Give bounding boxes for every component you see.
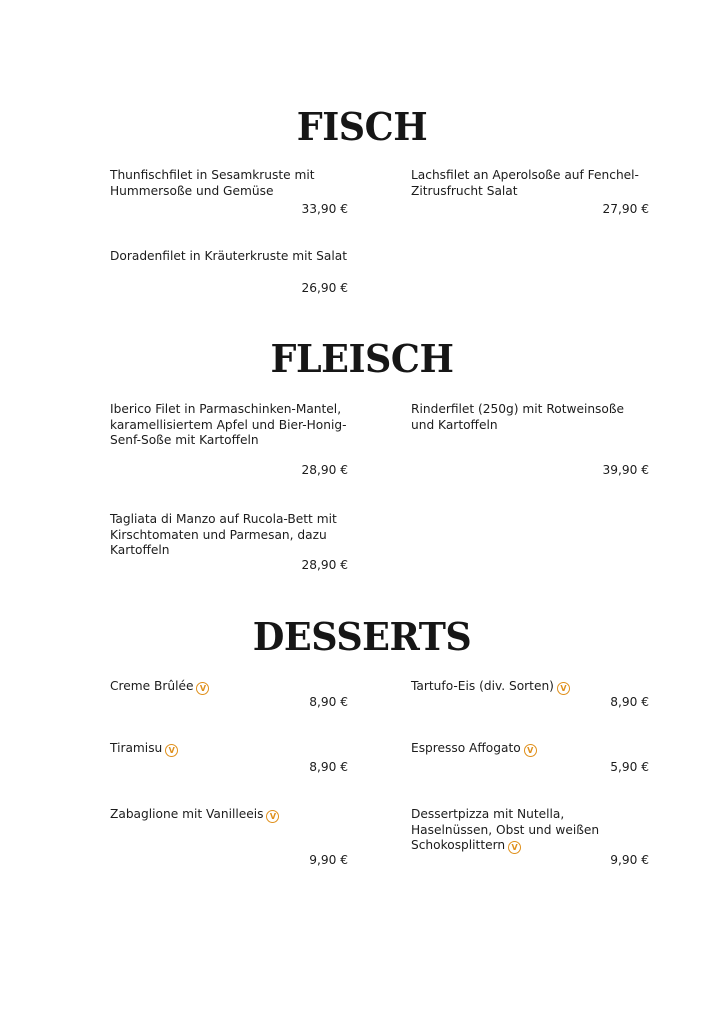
menu-item [411, 168, 649, 216]
menu-item [110, 402, 348, 477]
menu-item [110, 741, 348, 774]
menu-item [411, 741, 649, 774]
vegetarian-icon: V [165, 744, 178, 757]
vegetarian-icon: V [557, 682, 570, 695]
menu-item-name: Tiramisu [110, 741, 163, 755]
menu-item [110, 168, 348, 216]
menu-item [110, 679, 348, 709]
menu-item-name: Lachsfilet an Aperolsoße auf Fenchel-Zitrusfrucht Salat [411, 168, 639, 198]
section-title-fleisch: FLEISCH [270, 336, 454, 381]
menu-item-price: 33,90 € [301, 202, 348, 216]
menu-item [411, 402, 649, 477]
menu-item [110, 807, 348, 867]
menu-item-name: Dessertpizza mit Nutella, Haselnüssen, Obst und weißen Schokosplittern [411, 807, 600, 852]
menu-item-name: Rinderfilet (250g) mit Rotweinsoße und Kartoffeln [411, 402, 625, 432]
menu-item [110, 249, 348, 295]
menu-item [110, 512, 348, 572]
menu-item-name: Zabaglione mit Vanilleeis [110, 807, 264, 821]
section-title-fisch: FISCH [296, 104, 428, 149]
menu-item-price: 9,90 € [610, 853, 649, 867]
vegetarian-icon: V [196, 682, 209, 695]
menu-item-price: 28,90 € [301, 558, 348, 572]
menu-item-price: 39,90 € [602, 463, 649, 477]
menu-item-price: 9,90 € [309, 853, 348, 867]
section-title-desserts: DESSERTS [252, 614, 472, 659]
menu-item-price: 8,90 € [309, 760, 348, 774]
menu-item-name: Iberico Filet in Parmaschinken-Mantel, karamellisiertem Apfel und Bier-Honig-Senf-Soße mit Kartoffeln [110, 402, 347, 447]
menu-item-price: 26,90 € [301, 281, 348, 295]
menu-item-price: 27,90 € [602, 202, 649, 216]
menu-item-name: Thunfischfilet in Sesamkruste mit Hummersoße und Gemüse [110, 168, 315, 198]
menu-item [411, 807, 649, 867]
vegetarian-icon: V [524, 744, 537, 757]
menu-item-price: 5,90 € [610, 760, 649, 774]
menu-item-name: Creme Brûlée [110, 679, 194, 693]
vegetarian-icon: V [266, 810, 279, 823]
menu-item-name: Espresso Affogato [411, 741, 521, 755]
menu-item-name: Tagliata di Manzo auf Rucola-Bett mit Kirschtomaten und Parmesan, dazu Kartoffeln [110, 512, 337, 557]
menu-item-price: 8,90 € [610, 695, 649, 709]
menu-item [411, 679, 649, 709]
menu-item-name: Doradenfilet in Kräuterkruste mit Salat [110, 249, 348, 263]
menu-item-name: Tartufo-Eis (div. Sorten) [411, 679, 554, 693]
menu-item-price: 28,90 € [301, 463, 348, 477]
vegetarian-icon: V [508, 841, 521, 854]
menu-item-price: 8,90 € [309, 695, 348, 709]
